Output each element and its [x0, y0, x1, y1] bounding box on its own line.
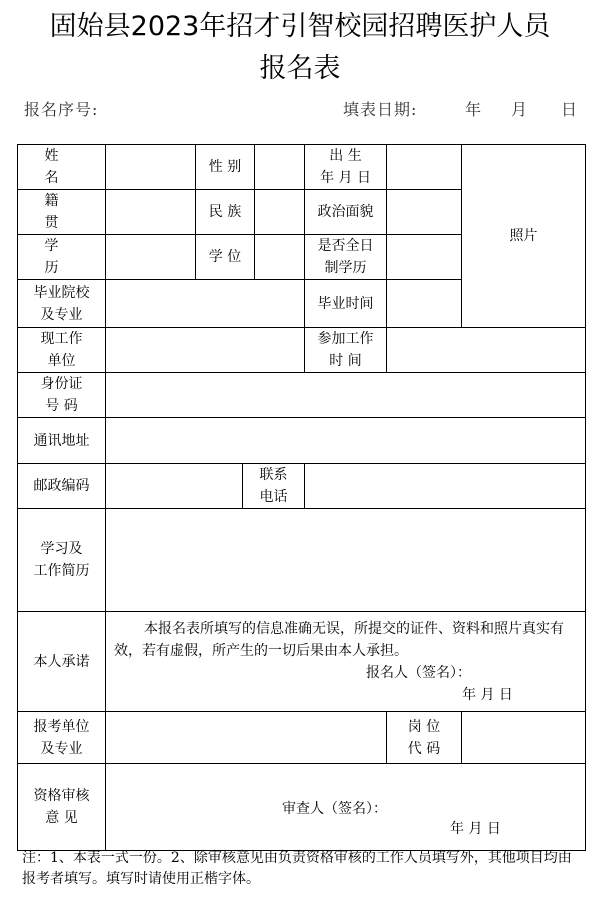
- review-cell[interactable]: [106, 764, 586, 851]
- birth-date-field[interactable]: [387, 145, 462, 190]
- address-field[interactable]: [106, 418, 586, 464]
- school-major-field[interactable]: [106, 280, 305, 328]
- gender-field[interactable]: [255, 145, 305, 190]
- promise-cell: [106, 612, 586, 712]
- promise-text: 本报名表所填写的信息准确无误，所提交的证件、资料和照片真实有效，若有虚假，所产生的一切后果由本人承担。: [114, 621, 564, 659]
- postcode-field[interactable]: [106, 464, 243, 509]
- name-label: 姓 名: [18, 145, 106, 190]
- resume-field[interactable]: [106, 509, 586, 612]
- work-unit-label: 现工作 单位: [18, 328, 106, 373]
- school-major-label: 毕业院校 及专业: [18, 280, 106, 328]
- address-label: 通讯地址: [18, 418, 106, 464]
- native-place-label: 籍 贯: [18, 190, 106, 235]
- education-label: 学 历: [18, 235, 106, 280]
- promise-label: 本人承诺: [18, 612, 106, 712]
- photo-box[interactable]: [462, 145, 586, 328]
- registration-form-table: [17, 144, 586, 851]
- photo-label: 照片: [509, 228, 538, 244]
- reviewer-signature-date: 年 月 日: [450, 821, 501, 837]
- fill-date-label: 填表日期:: [343, 100, 418, 119]
- registration-number-label: 报名序号:: [24, 100, 99, 119]
- date-day-label: 日: [561, 100, 578, 119]
- work-start-field[interactable]: [387, 328, 586, 373]
- work-start-label: 参加工作 时 间: [305, 328, 387, 373]
- apply-unit-field[interactable]: [106, 712, 387, 764]
- phone-label: 联系 电话: [243, 464, 305, 509]
- post-code-label: 岗 位 代 码: [387, 712, 462, 764]
- form-title-line2: 报名表: [259, 53, 341, 84]
- birth-date-label: 出 生 年 月 日: [305, 145, 387, 190]
- education-field[interactable]: [106, 235, 196, 280]
- ethnicity-field[interactable]: [255, 190, 305, 235]
- applicant-signature-date: 年 月 日: [462, 687, 513, 703]
- degree-field[interactable]: [255, 235, 305, 280]
- id-number-field[interactable]: [106, 373, 586, 418]
- graduation-time-label: 毕业时间: [305, 280, 387, 328]
- apply-unit-label: 报考单位 及专业: [18, 712, 106, 764]
- native-place-field[interactable]: [106, 190, 196, 235]
- resume-label: 学习及 工作简历: [18, 509, 106, 612]
- applicant-signature-label: 报名人（签名）：: [366, 665, 471, 681]
- form-title-line1: 固始县2023年招才引智校园招聘医护人员: [49, 11, 551, 42]
- footnote: 注：1、本表一式一份。2、除审核意见由负责资格审核的工作人员填写外，其他项目均由报考者填写。填写时请使用正楷字体。: [22, 850, 572, 887]
- id-number-label: 身份证 号 码: [18, 373, 106, 418]
- fulltime-education-label: 是否全日 制学历: [305, 235, 387, 280]
- ethnicity-label: 民 族: [196, 190, 255, 235]
- degree-label: 学 位: [196, 235, 255, 280]
- gender-label: 性 别: [196, 145, 255, 190]
- postcode-label: 邮政编码: [18, 464, 106, 509]
- phone-field[interactable]: [305, 464, 586, 509]
- date-year-label: 年: [465, 100, 482, 119]
- post-code-field[interactable]: [462, 712, 586, 764]
- fulltime-education-field[interactable]: [387, 235, 462, 280]
- review-label: 资格审核 意 见: [18, 764, 106, 851]
- name-field[interactable]: [106, 145, 196, 190]
- reviewer-signature-label: 审查人（签名）：: [282, 801, 387, 817]
- political-status-field[interactable]: [387, 190, 462, 235]
- graduation-time-field[interactable]: [387, 280, 462, 328]
- date-month-label: 月: [511, 100, 528, 119]
- political-status-label: 政治面貌: [305, 190, 387, 235]
- work-unit-field[interactable]: [106, 328, 305, 373]
